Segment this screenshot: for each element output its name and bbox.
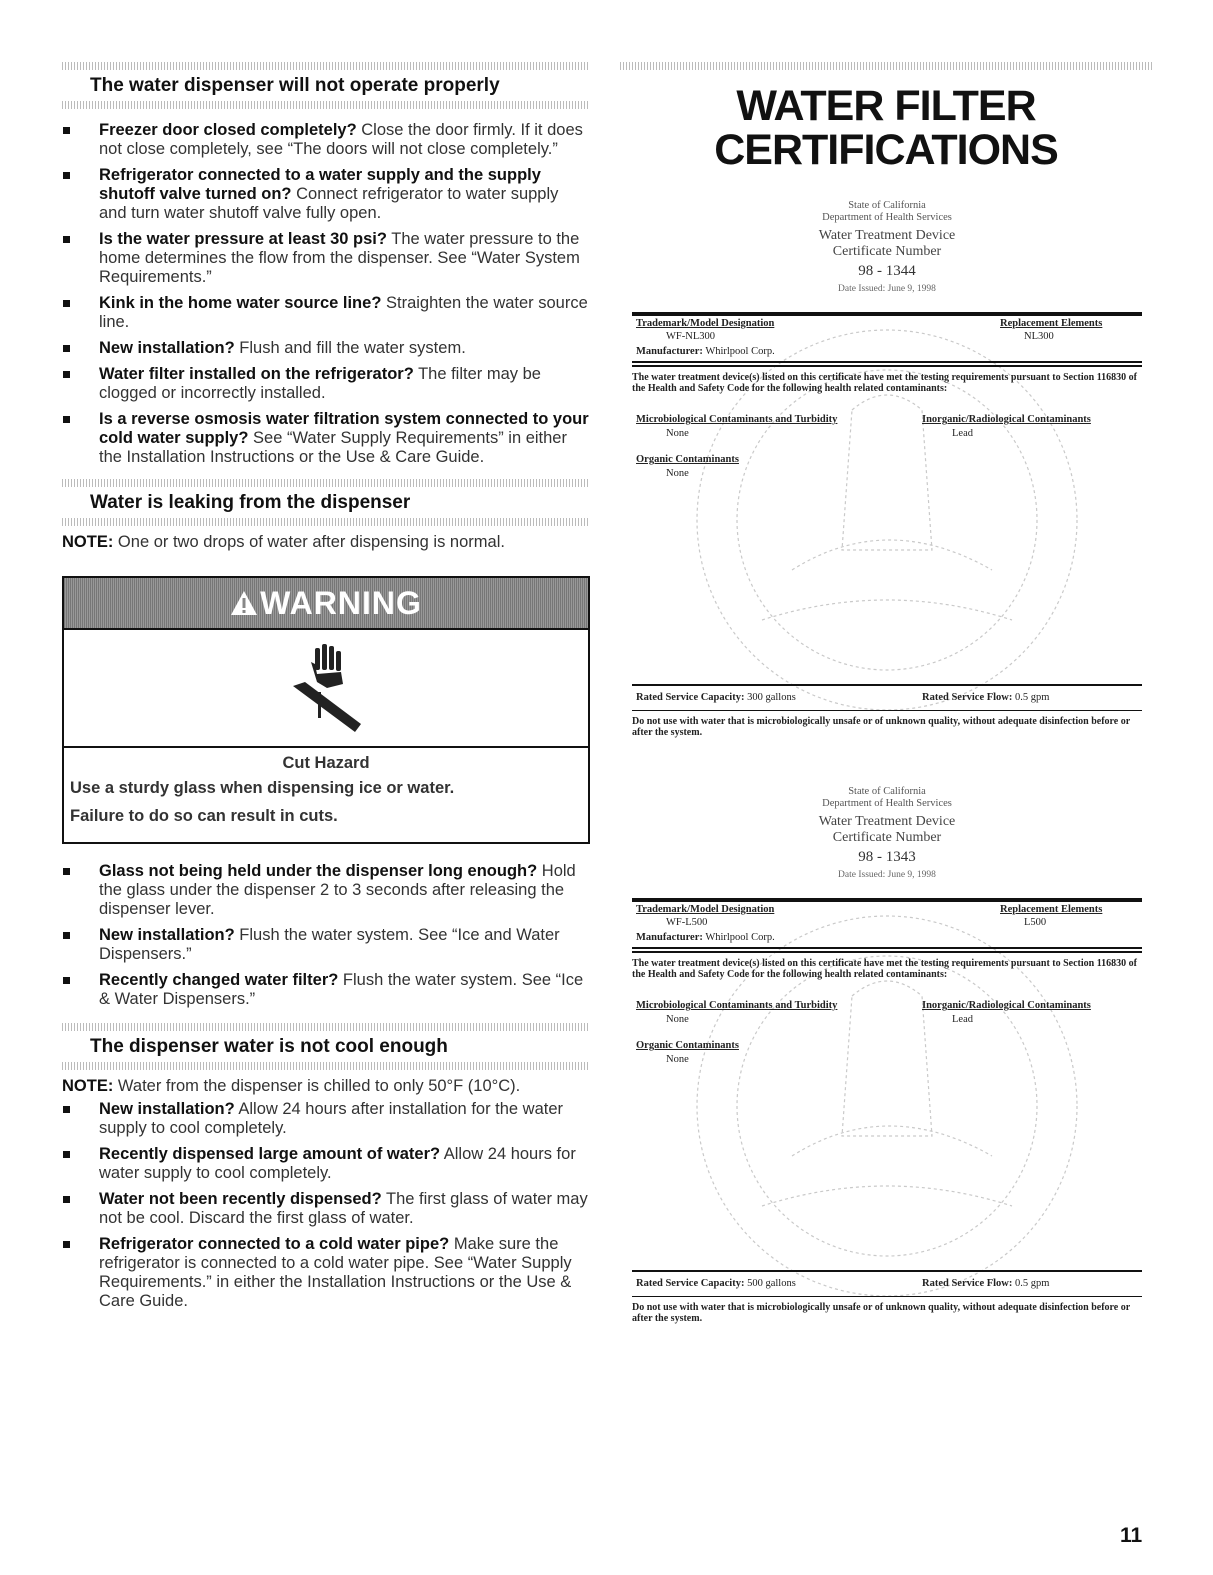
certificate-number: 98 - 1344 [858,263,916,279]
certifications-column [620,62,1152,1324]
bullet-icon [63,345,70,352]
list-item: Is the water pressure at least 30 psi? The water pressure to the home determines the flow from the dispenser. See “Water System Requirements.” [62,230,590,287]
list-item: Refrigerator connected to a water supply and the supply shutoff valve turned on? Connect refrigerator to water supply and turn water shutoff valve fully open. [62,166,590,223]
bullet-icon [63,1106,70,1113]
bullet-icon [63,127,70,134]
bullet-icon [63,977,70,984]
certificate-header: State of California Department of Health Services Water Treatment Device Certificate Number 98 - 1344 Date Issued: June 9, 1998 [632,200,1142,296]
bullet-list [62,1100,590,1311]
disinfection-warning: Do not use with water that is microbiologically unsafe or of unknown quality, without adequate disinfection before or after the system. [632,716,1130,738]
list-item: Water filter installed on the refrigerator? The filter may be clogged or incorrectly installed. [62,365,590,403]
certificate-number: 98 - 1343 [858,849,916,865]
list-item: Refrigerator connected to a cold water pipe? Make sure the refrigerator is connected to a cold water pipe. See “Water Supply Requirements.” in either the Installation Instructions or the Use & Care Guide. [62,1235,590,1311]
bullet-icon [63,300,70,307]
certificate [632,200,1142,738]
list-item: New installation? Flush the water system. See “Ice and Water Dispensers.” [62,926,590,964]
warning-line: Use a sturdy glass when dispensing ice or water. [70,779,455,797]
certificate-body: Trademark/Model Designation WF-L500 Replacement Elements L500 Manufacturer: Whirlpool Corp. The water treatment device(s) listed on this certificate have met the testing requirements pursuant to Section 116830 of the Health and Safety Code for the following health related contaminants: Microbiological Contaminants and Turbidity None Inorganic/Radiological Contaminants Lead Organic Contaminants None Rated Service Capacity: 500 gallons Rated Service Flow: 0.5 gpm Do not use with water that is microbiologically unsafe or of unknown quality, without adequate disinfection before or after the system. [632,898,1142,1314]
section-divider [62,62,590,70]
section-divider [62,101,590,109]
bullet-list [62,862,590,1009]
section-divider [620,62,1152,70]
warning-box [62,576,590,844]
warning-message [64,748,588,826]
note-text: NOTE: Water from the dispenser is chilled to only 50°F (10°C). [62,1077,521,1095]
bullet-icon [63,868,70,875]
warning-title: WARNING [260,584,422,621]
bullet-icon [63,236,70,243]
bullet-icon [63,416,70,423]
bullet-list [62,121,590,467]
list-item: Kink in the home water source line? Straighten the water source line. [62,294,590,332]
note-text: NOTE: One or two drops of water after dispensing is normal. [62,533,505,551]
bullet-icon [63,371,70,378]
section-divider [62,518,590,526]
section-divider [62,1062,590,1070]
certificate-header: State of California Department of Health Services Water Treatment Device Certificate Number 98 - 1343 Date Issued: June 9, 1998 [632,786,1142,882]
hazard-name: Cut Hazard [282,754,370,772]
cut-hand-icon [271,638,381,738]
list-item: Recently dispensed large amount of water? Allow 24 hours for water supply to cool completely. [62,1145,590,1183]
bullet-icon [63,1196,70,1203]
page-number: 11 [1120,1524,1143,1547]
list-item: New installation? Allow 24 hours after installation for the water supply to cool completely. [62,1100,590,1138]
disinfection-warning: Do not use with water that is microbiologically unsafe or of unknown quality, without adequate disinfection before or after the system. [632,1302,1130,1324]
troubleshooting-column [62,62,590,1318]
bullet-icon [63,1241,70,1248]
model-row: Trademark/Model Designation [636,318,775,329]
list-item: Glass not being held under the dispenser long enough? Hold the glass under the dispenser 2 to 3 seconds after releasing the dispenser lever. [62,862,590,919]
list-item: Recently changed water filter? Flush the water system. See “Ice & Water Dispensers.” [62,971,590,1009]
list-item: Freezer door closed completely? Close the door firmly. If it does not close completely, see “The doors will not close completely.” [62,121,590,159]
list-item: Is a reverse osmosis water filtration system connected to your cold water supply? See “Water Supply Requirements” in either the Installation Instructions or the Use & Care Guide. [62,410,590,467]
section-divider [62,1023,590,1031]
warning-banner [64,578,588,630]
warning-line: Failure to do so can result in cuts. [70,807,338,825]
list-item: New installation? Flush and fill the water system. [62,339,590,358]
certificate [632,786,1142,1324]
bullet-icon [63,1151,70,1158]
section-divider [62,479,590,487]
section-heading: Water is leaking from the dispenser [90,492,411,513]
bullet-icon [63,932,70,939]
certificate-body: Trademark/Model Designation WF-NL300 Replacement Elements NL300 Manufacturer: Whirlpool Corp. The water treatment device(s) listed on this certificate have met the testing requirements pursuant to Section 116830 of the Health and Safety Code for the following health related contaminants: Microbiological Contaminants and Turbidity None Inorganic/Radiological Contaminants Lead Organic Contaminants None Rated Service Capacity: 300 gallons Rated Service Flow: 0.5 gpm Do not use with water that is microbiologically unsafe or of unknown quality, without adequate disinfection before or after the system. [632,312,1142,728]
section-heading: The water dispenser will not operate properly [90,75,500,96]
page-title: WATER FILTER CERTIFICATIONS [714,82,1058,174]
list-item: Water not been recently dispensed? The first glass of water may not be cool. Discard the first glass of water. [62,1190,590,1228]
warning-triangle-icon [230,590,258,616]
section-heading: The dispenser water is not cool enough [90,1036,448,1057]
hazard-symbol-area [64,630,588,748]
bullet-icon [63,172,70,179]
